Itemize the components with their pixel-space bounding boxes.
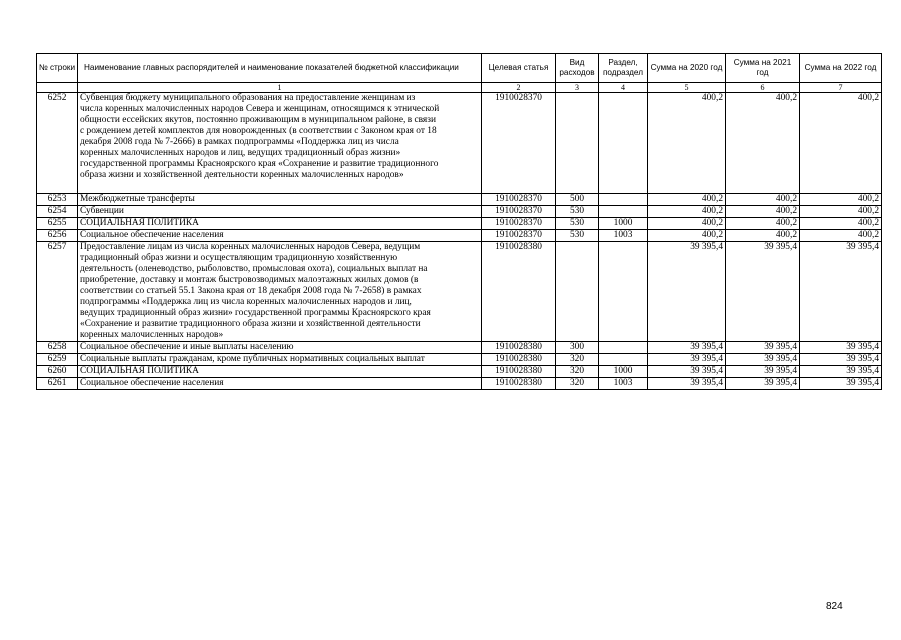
row-sum-2020: 400,2 [648, 218, 726, 230]
row-number: 6252 [37, 93, 78, 194]
row-target-article: 1910028370 [482, 206, 556, 218]
row-target-article: 1910028380 [482, 354, 556, 366]
table-row [37, 242, 882, 342]
row-expense-kind: 530 [556, 230, 599, 242]
row-name-line: с рождением детей комплектов для новорожденных (в соответствии с Законом края от 18 [80, 126, 437, 136]
header-sum-2020: Сумма на 2020 год [648, 54, 726, 83]
row-name [78, 242, 482, 342]
row-sum-2022: 39 395,4 [800, 366, 882, 378]
table-row [37, 354, 882, 366]
header-sum-2021: Сумма на 2021 год [726, 54, 800, 83]
row-number: 6256 [37, 230, 78, 242]
row-sum-2021: 39 395,4 [726, 366, 800, 378]
row-name-line: Субвенция бюджету муниципального образования на предоставление женщинам из [80, 93, 416, 103]
row-number: 6258 [37, 342, 78, 354]
row-sum-2021: 400,2 [726, 194, 800, 206]
header-expense-kind: Вид расходов [556, 54, 599, 83]
row-sum-2021: 39 395,4 [726, 242, 800, 342]
row-name [78, 342, 482, 354]
row-name [78, 230, 482, 242]
row-sum-2022: 400,2 [800, 194, 882, 206]
row-section: 1003 [599, 378, 648, 390]
row-expense-kind [556, 242, 599, 342]
row-section [599, 194, 648, 206]
row-name-line: Социальные выплаты гражданам, кроме публичных нормативных социальных выплат [80, 354, 425, 364]
row-sum-2022: 400,2 [800, 206, 882, 218]
row-name [78, 366, 482, 378]
row-name [78, 218, 482, 230]
row-sum-2021: 39 395,4 [726, 354, 800, 366]
row-name-line: числа коренных малочисленных народов Севера и женщинам, относящимся к этнической [80, 104, 440, 114]
row-section: 1000 [599, 366, 648, 378]
row-number: 6255 [37, 218, 78, 230]
row-number: 6253 [37, 194, 78, 206]
col-number-cell: 5 [648, 83, 726, 93]
row-name-line: СОЦИАЛЬНАЯ ПОЛИТИКА [80, 366, 199, 376]
row-sum-2020: 400,2 [648, 230, 726, 242]
row-name [78, 378, 482, 390]
row-name-line: традиционный образ жизни и осуществляющим традиционную хозяйственную [80, 253, 398, 263]
row-name-line: «Сохранение и развитие традиционного образа жизни и хозяйственной деятельности [80, 319, 421, 329]
row-expense-kind: 320 [556, 354, 599, 366]
row-section: 1000 [599, 218, 648, 230]
col-number-cell: 3 [556, 83, 599, 93]
row-name-line: соответствии со статьей 55.1 Закона края от 18 декабря 2008 года № 7-2658) в рамках [80, 286, 422, 296]
header-sum-2022: Сумма на 2022 год [800, 54, 882, 83]
header-section: Раздел, подраздел [599, 54, 648, 83]
row-sum-2022: 39 395,4 [800, 342, 882, 354]
row-target-article: 1910028370 [482, 93, 556, 194]
row-section [599, 93, 648, 194]
row-name-line: Социальное обеспечение и иные выплаты населению [80, 342, 294, 352]
row-name-line: деятельность (оленеводство, рыболовство, промысловая охота), социальных выплат на [80, 264, 428, 274]
row-sum-2020: 400,2 [648, 194, 726, 206]
page-number: 824 [826, 601, 843, 612]
row-name-line: государственной программы Красноярского края «Сохранение и развитие традиционного [80, 159, 439, 169]
header-row-number: № строки [37, 54, 78, 83]
col-number-cell: 2 [482, 83, 556, 93]
budget-table [36, 53, 882, 390]
row-name-line: Межбюджетные трансферты [80, 194, 195, 204]
table-row [37, 93, 882, 194]
row-sum-2021: 39 395,4 [726, 342, 800, 354]
table-row [37, 366, 882, 378]
table-header [37, 54, 882, 93]
table-body [37, 93, 882, 390]
table-row [37, 206, 882, 218]
header-name: Наименование главных распорядителей и наименование показателей бюджетной классификации [78, 54, 482, 83]
row-sum-2021: 400,2 [726, 93, 800, 194]
row-target-article: 1910028380 [482, 242, 556, 342]
row-name-line: общности ессейских якутов, постоянно проживающим в муниципальном районе, в связи [80, 115, 436, 125]
row-section [599, 354, 648, 366]
row-number: 6254 [37, 206, 78, 218]
row-name-line: ведущих традиционный образ жизни» государственной программы Красноярского края [80, 308, 431, 318]
row-number: 6260 [37, 366, 78, 378]
col-number-cell: 1 [78, 83, 482, 93]
row-name-line: коренных малочисленных народов и лиц, ведущих традиционный образ жизни» [80, 148, 401, 158]
row-expense-kind: 320 [556, 378, 599, 390]
row-name-line: подпрограммы «Поддержка лиц из числа коренных малочисленных народов и лиц, [80, 297, 412, 307]
header-target-article: Целевая статья [482, 54, 556, 83]
row-name-line: Предоставление лицам из числа коренных малочисленных народов Севера, ведущим [80, 242, 421, 252]
row-expense-kind: 530 [556, 206, 599, 218]
row-name-line: СОЦИАЛЬНАЯ ПОЛИТИКА [80, 218, 199, 228]
row-sum-2020: 400,2 [648, 206, 726, 218]
row-sum-2020: 400,2 [648, 93, 726, 194]
row-target-article: 1910028380 [482, 366, 556, 378]
row-name-line: Субвенции [80, 206, 124, 216]
row-name-line: приобретение, доставку и монтаж быстровозводимых малоэтажных жилых домов (в [80, 275, 419, 285]
row-number: 6261 [37, 378, 78, 390]
row-target-article: 1910028370 [482, 194, 556, 206]
row-sum-2022: 400,2 [800, 93, 882, 194]
row-sum-2021: 400,2 [726, 230, 800, 242]
row-target-article: 1910028380 [482, 342, 556, 354]
row-sum-2021: 400,2 [726, 206, 800, 218]
row-target-article: 1910028370 [482, 218, 556, 230]
col-number-cell: 4 [599, 83, 648, 93]
row-sum-2022: 400,2 [800, 230, 882, 242]
row-expense-kind: 500 [556, 194, 599, 206]
row-section [599, 242, 648, 342]
row-expense-kind [556, 93, 599, 194]
row-sum-2020: 39 395,4 [648, 342, 726, 354]
row-target-article: 1910028370 [482, 230, 556, 242]
row-sum-2022: 400,2 [800, 218, 882, 230]
col-number-cell: 7 [800, 83, 882, 93]
row-number: 6257 [37, 242, 78, 342]
row-name [78, 93, 482, 194]
row-name-line: декабря 2008 года № 7-2666) в рамках подпрограммы «Поддержка лиц из числа [80, 137, 399, 147]
row-sum-2020: 39 395,4 [648, 378, 726, 390]
col-number-cell: 6 [726, 83, 800, 93]
row-number: 6259 [37, 354, 78, 366]
row-name-line: Социальное обеспечение населения [80, 230, 224, 240]
col-number-cell [37, 83, 78, 93]
table-row [37, 218, 882, 230]
row-section [599, 206, 648, 218]
row-sum-2020: 39 395,4 [648, 366, 726, 378]
row-sum-2022: 39 395,4 [800, 354, 882, 366]
row-sum-2022: 39 395,4 [800, 378, 882, 390]
table-row [37, 194, 882, 206]
table-row [37, 342, 882, 354]
row-name-line: Социальное обеспечение населения [80, 378, 224, 388]
row-sum-2022: 39 395,4 [800, 242, 882, 342]
row-name [78, 354, 482, 366]
row-name [78, 206, 482, 218]
row-sum-2021: 400,2 [726, 218, 800, 230]
row-target-article: 1910028380 [482, 378, 556, 390]
row-name-line: коренных малочисленных народов» [80, 330, 224, 340]
row-expense-kind: 320 [556, 366, 599, 378]
row-expense-kind: 530 [556, 218, 599, 230]
row-section [599, 342, 648, 354]
row-sum-2021: 39 395,4 [726, 378, 800, 390]
row-expense-kind: 300 [556, 342, 599, 354]
row-name [78, 194, 482, 206]
table-row [37, 378, 882, 390]
row-name-line: образа жизни и хозяйственной деятельности коренных малочисленных народов» [80, 170, 404, 180]
row-sum-2020: 39 395,4 [648, 242, 726, 342]
table-row [37, 230, 882, 242]
row-section: 1003 [599, 230, 648, 242]
row-sum-2020: 39 395,4 [648, 354, 726, 366]
